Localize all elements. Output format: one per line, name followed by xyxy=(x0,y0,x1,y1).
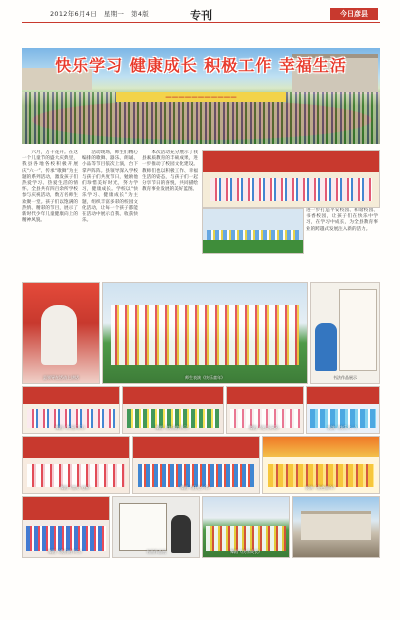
issue-date: 2012年6月4日 星期一 第4版 xyxy=(50,10,150,18)
article-column-2: 活动现场，师生们精心编排的歌舞、器乐、朗诵、小品等节目依次上演，台下掌声阵阵。县领导深入学校与孩子们共度节日，勉励他们珍惜美好时光，努力学习，健康成长。学校以“快乐学习、健康成长”为主题，组织丰富多彩的校园文化活动，让每一个孩子都能在活动中展示自我、收获快乐。 xyxy=(82,150,138,224)
speaker-caption: 县领导在活动上讲话 xyxy=(43,375,79,380)
stage-dance-2-caption: 舞蹈《快乐的节日》 xyxy=(155,425,191,430)
stage-dance-7-photo xyxy=(22,496,110,558)
stage-dance-5-photo xyxy=(22,436,130,494)
campus-building xyxy=(301,511,371,540)
yellow-costume-photo xyxy=(262,436,380,494)
calligraphy-photo xyxy=(310,282,380,384)
ceremony-photo xyxy=(202,208,304,254)
stage-banner-red xyxy=(203,151,379,172)
yellow-costume-caption: 表演《金色童年》 xyxy=(305,485,337,490)
group-dance-photo xyxy=(102,282,308,384)
stage-backdrop xyxy=(23,497,109,520)
student-figure xyxy=(315,323,337,371)
hero-subtitle: ——————————— xyxy=(116,92,286,102)
stage-dance-6-photo xyxy=(132,436,260,494)
field-event-caption: 舞蹈《快乐成长》 xyxy=(230,549,262,554)
article-column-1: 六月，万千花开。在这一个儿童节的盛大庆典里，我县各地各校积极开展庆“六一”、传承“歌舞”为主题的系列活动，激发孩子们热爱学习、热爱生活的情怀。全县共有四百余所学校参与庆祝活动，数万名师生欢聚一堂。孩子们以饱满的热情、精彩的节目，展示了新时代少年儿童健康向上的精神风貌。 xyxy=(22,150,78,224)
visitor-figure xyxy=(171,515,191,553)
stage-dance-1-caption: 舞蹈《红星闪闪》 xyxy=(55,425,87,430)
school-campus-photo xyxy=(292,496,380,558)
ground xyxy=(203,240,303,253)
stage-dance-6-caption: 舞蹈《阳光少年》 xyxy=(180,485,212,490)
calligraphy-caption: 书法作品展示 xyxy=(333,375,357,380)
stage-backdrop xyxy=(227,387,303,404)
page-header xyxy=(22,8,380,23)
stage-dance-4-caption: 表演《快乐六一》 xyxy=(327,425,359,430)
article-column-3: 本次活动充分展示了我县素质教育的丰硕成果，进一步推动了校园文化建设。教师们也以积极工作、幸福生活的姿态，与孩子们一起分享节日的喜悦，共同描绘教育事业发展的美好蓝图。 xyxy=(142,150,198,193)
stage-backdrop xyxy=(23,387,119,404)
stage-dance-7-caption: 舞蹈《我们的节日》 xyxy=(48,549,84,554)
dancers xyxy=(111,305,299,365)
article-column-4: 进一步打造平安校园、和谐校园、书香校园，让孩子们在快乐中学习，在学习中成长，为全县教育事业的跨越式发展注入新的活力。 xyxy=(306,208,378,232)
stage-backdrop xyxy=(123,387,223,404)
speaker-photo xyxy=(22,282,100,384)
stage-dance-5-caption: 舞蹈《童心飞扬》 xyxy=(60,485,92,490)
field-event-photo xyxy=(202,496,290,558)
section-title: 专刊 xyxy=(190,9,212,22)
painting-caption: 书画作品展 xyxy=(146,549,166,554)
speaker-figure xyxy=(41,305,77,365)
stage-banner-photo xyxy=(202,150,380,208)
hero-title: 快乐学习 健康成长 积极工作 幸福生活 xyxy=(55,56,347,75)
dancers-row xyxy=(26,526,105,551)
painting-photo xyxy=(112,496,200,558)
performers-field xyxy=(206,526,285,551)
stage-dance-4-photo xyxy=(306,386,380,434)
dancers-row xyxy=(138,464,254,488)
calligraphy-scroll xyxy=(339,289,377,371)
dancers-row xyxy=(27,464,125,488)
painting-board xyxy=(119,503,167,551)
stage-dance-3-photo xyxy=(226,386,304,434)
stage-dance-2-photo xyxy=(122,386,224,434)
stage-dance-3-caption: 舞蹈《花儿朵朵》 xyxy=(249,425,281,430)
dancers-row xyxy=(268,464,375,488)
masthead-logo: 今日彦县 xyxy=(330,8,378,20)
stage-backdrop xyxy=(307,387,379,404)
performers xyxy=(210,178,372,202)
stage-backdrop xyxy=(263,437,379,457)
stage-backdrop xyxy=(23,437,129,458)
stage-backdrop xyxy=(133,437,259,458)
group-dance-caption: 师生表演《快乐童年》 xyxy=(185,375,225,380)
hero-banner xyxy=(22,48,380,144)
stage-dance-1-photo xyxy=(22,386,120,434)
